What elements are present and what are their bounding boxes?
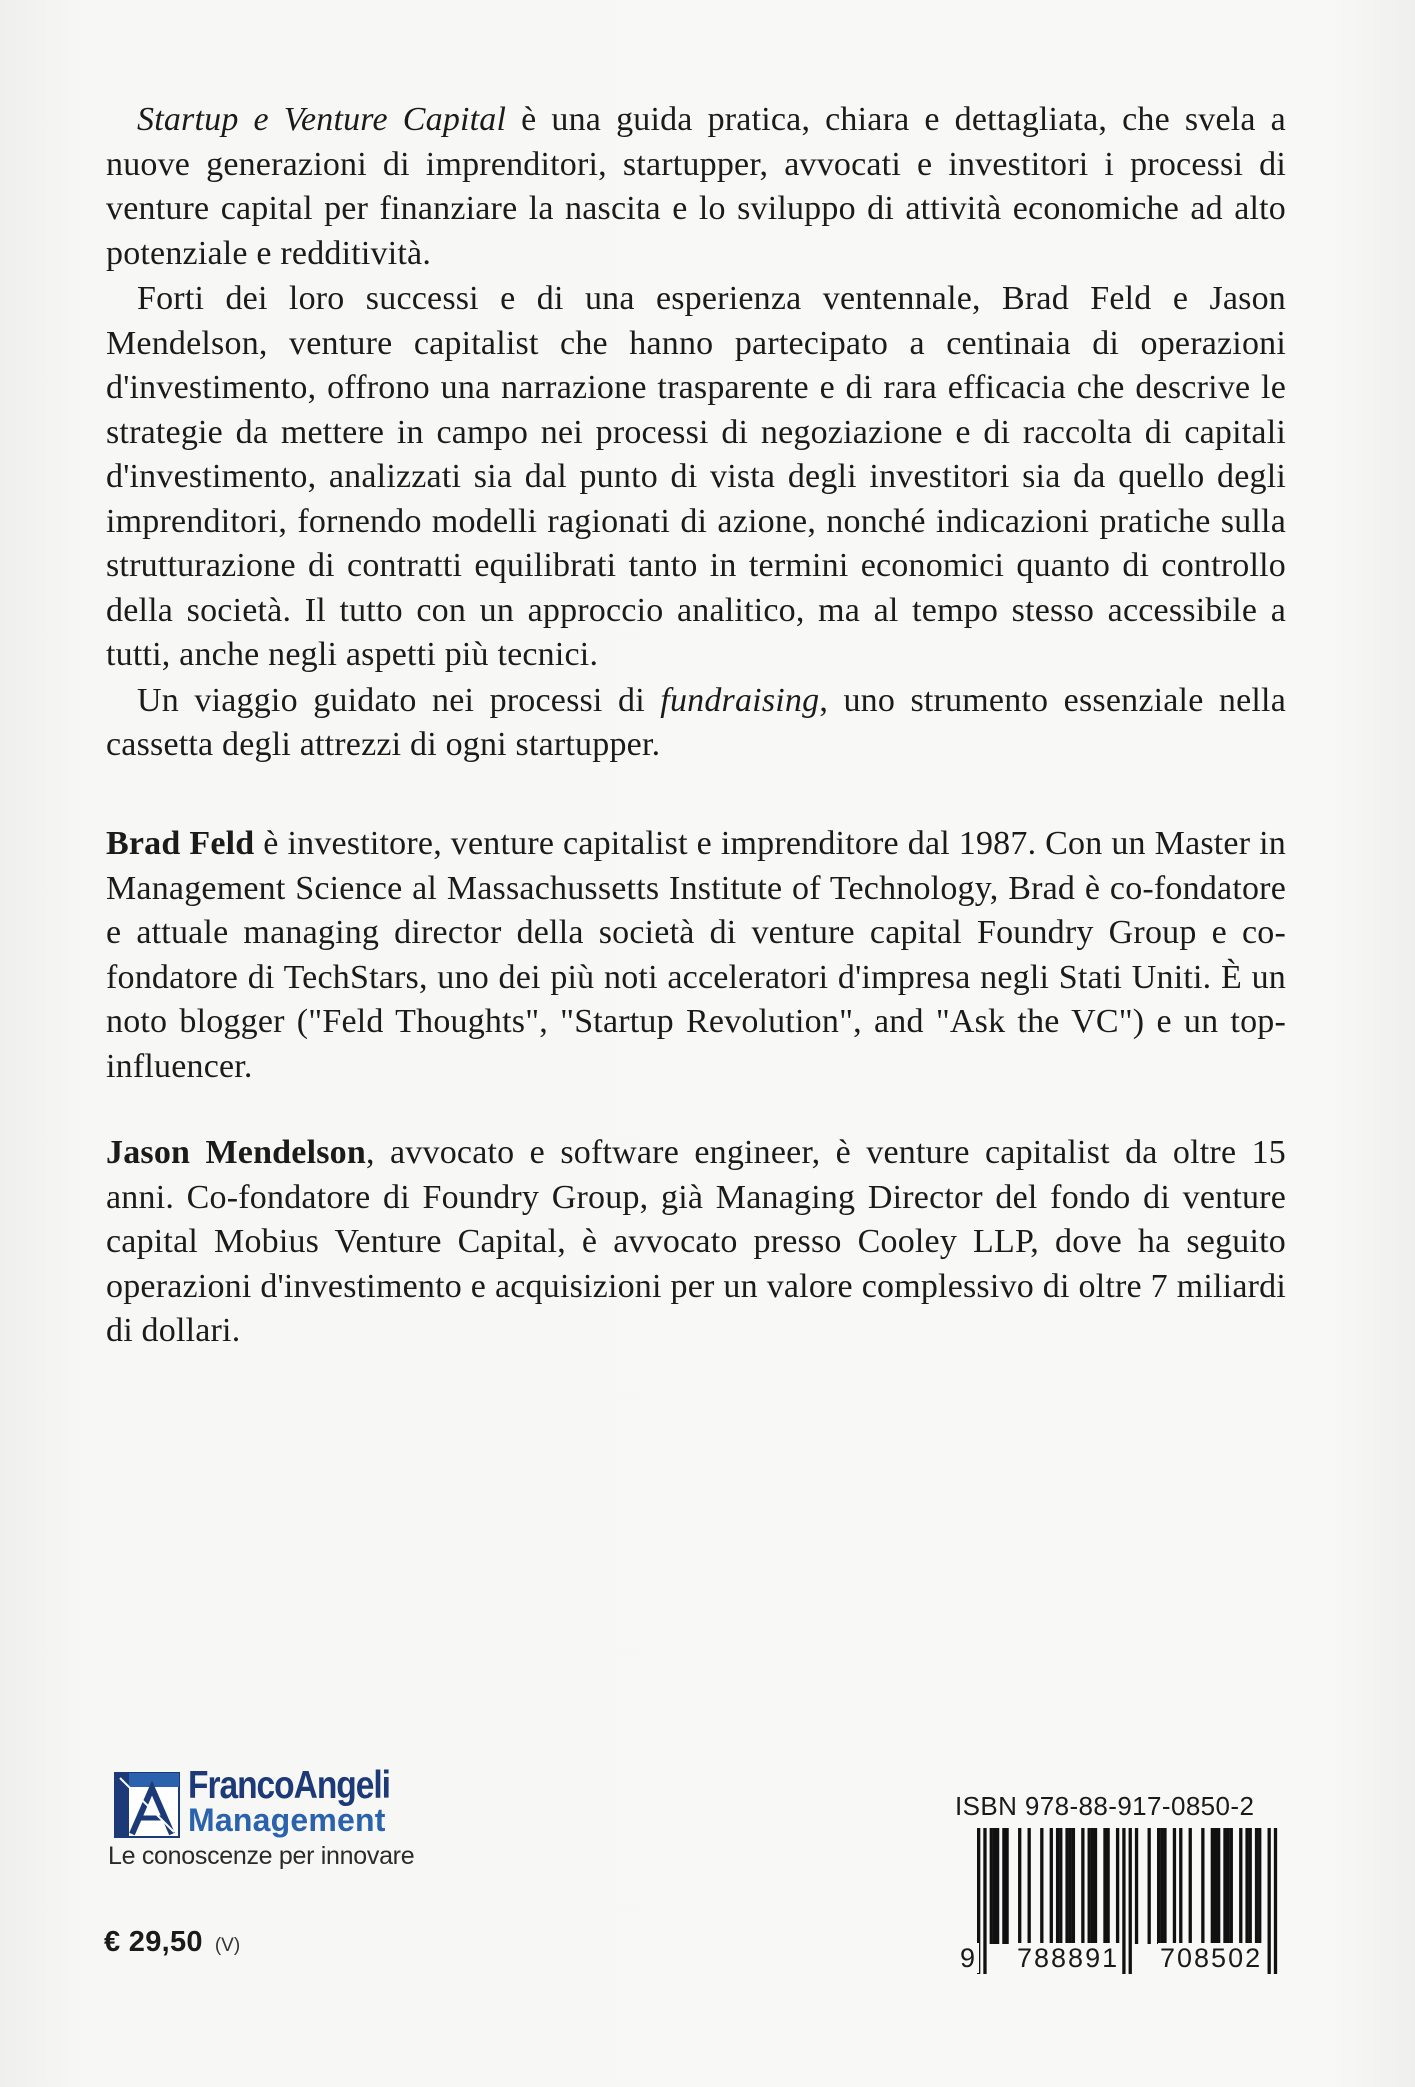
barcode-bar: [1148, 1828, 1151, 1944]
price-vat-note: (V): [214, 1935, 241, 1956]
barcode-bar: [1135, 1828, 1138, 1944]
author-name-feld: Brad Feld: [106, 825, 255, 862]
isbn-label: ISBN 978-88-917-0850-2: [955, 1791, 1255, 1821]
publisher-logo: [106, 1764, 466, 1870]
author-name-mendelson: Jason Mendelson: [106, 1134, 366, 1171]
author-bio-feld-text: è investitore, venture capitalist e imprenditore dal 1987. Con un Master in Management Science al Massachussetts Institute of Technology, Brad è co-fondatore e attuale managing director della società di venture capital Foundry Group e co-fondatore di TechStars, uno dei più noti acceleratori d'impresa negli Stati Uniti. È un noto blogger ("Feld Thoughts", "Startup Revolution", and "Ask the VC") e un top-influencer.: [106, 825, 1286, 1085]
synopsis-paragraph-2: Forti dei loro successi e di una esperienza ventennale, Brad Feld e Jason Mendelson, venture capitalist che hanno partecipato a centinaia di operazioni d'investimento, offrono una narrazione trasparente e di rara efficacia che descrive le strategie da mettere in campo nei processi di negoziazione e di raccolta di capitali d'investimento, analizzati sia dal punto di vista degli investitori sia da quello degli imprenditori, fornendo modelli ragionati di azione, nonché indicazioni pratiche sulla strutturazione di contratti equilibrati tanto in termini economici quanto di controllo della società. Il tutto con un approccio analitico, ma al tempo stesso accessibile a tutti, anche negli aspetti più tecnici.: [106, 280, 1286, 673]
barcode-digits-left: 788891: [1017, 1943, 1120, 1973]
barcode-guard-bar: [1122, 1828, 1125, 1974]
barcode-bar: [990, 1828, 993, 1944]
publisher-name: FrancoAngeli: [188, 1764, 390, 1807]
author-bio-mendelson-text: , avvocato e software engineer, è venture capitalist da oltre 15 anni. Co-fondatore di Foundry Group, già Managing Director del fondo di venture capital Mobius Venture Capital, è avvocato presso Cooley LLP, dove ha seguito operazioni d'investimento e acquisizioni per un valore complessivo di oltre 7 miliardi di dollari.: [106, 1134, 1286, 1349]
barcode-bar: [1081, 1828, 1084, 1944]
barcode-bar: [1116, 1828, 1119, 1944]
book-title: Startup e Venture Capital: [137, 101, 507, 138]
barcode-bar: [1249, 1828, 1252, 1944]
barcode-bar: [1050, 1828, 1053, 1944]
barcode-bar: [1226, 1828, 1229, 1944]
synopsis-paragraph-1-text: è una guida pratica, chiara e dettagliata, che svela a nuove generazioni di imprenditori, startupper, avvocati e investitori i processi di venture capital per finanziare la nascita e lo sviluppo di attività economiche ad alto potenziale e redditività.: [106, 101, 1286, 272]
barcode-guard-bar: [983, 1828, 986, 1974]
barcode-bar: [1255, 1828, 1258, 1944]
barcode-guard-bar: [1268, 1828, 1271, 1974]
barcode-bar: [1065, 1828, 1068, 1944]
price-amount: € 29,50: [104, 1926, 203, 1958]
synopsis-paragraph-3: [106, 679, 1286, 768]
barcode-bar: [1094, 1828, 1097, 1944]
barcode-bar: [1245, 1828, 1248, 1944]
barcode-bar: [1002, 1828, 1005, 1944]
barcode-bar: [1230, 1828, 1233, 1944]
barcode-bar: [1069, 1828, 1072, 1944]
barcode-bar: [1160, 1828, 1163, 1944]
barcode-bar: [1179, 1828, 1182, 1944]
barcode-bar: [1028, 1828, 1031, 1944]
barcode-bar: [1005, 1828, 1008, 1944]
barcode-guard-bar: [1129, 1828, 1132, 1974]
barcode-bar: [1189, 1828, 1192, 1944]
synopsis-paragraph-3-end: , uno strumento essenziale nella cassetta degli attrezzi di ogni startupper.: [106, 681, 1286, 763]
barcode-bar: [996, 1828, 999, 1944]
barcode-bar: [1157, 1828, 1160, 1944]
author-bio-mendelson: [106, 1131, 1286, 1354]
barcode-bar: [1201, 1828, 1204, 1944]
barcode-bar: [1059, 1828, 1062, 1944]
synopsis-paragraph-3-start: Un viaggio guidato nei processi di: [137, 681, 661, 719]
publisher-tagline: Le conoscenze per innovare: [108, 1842, 415, 1870]
barcode-bar: [1106, 1828, 1109, 1944]
barcode-bar: [1163, 1828, 1166, 1944]
publisher-series: Management: [188, 1802, 386, 1838]
barcode-bar: [1088, 1828, 1091, 1944]
publisher-logo-mark-icon: [114, 1772, 180, 1838]
barcode-bar: [1217, 1828, 1220, 1944]
barcode-digits-right: 708502: [1160, 1943, 1263, 1973]
barcode-bar: [1239, 1828, 1242, 1944]
synopsis: [106, 98, 1286, 768]
barcode-guard-bar: [1274, 1828, 1277, 1974]
barcode-digit-first: 9: [960, 1943, 978, 1973]
barcode-bar: [1040, 1828, 1043, 1944]
fundraising-term: fundraising: [660, 681, 820, 719]
author-bio-feld-paragraph: [106, 822, 1286, 1089]
barcode-bar: [1223, 1828, 1226, 1944]
barcode-bar: [1103, 1828, 1106, 1944]
author-bio-mendelson-paragraph: [106, 1131, 1286, 1354]
barcode-bar: [1211, 1828, 1214, 1944]
barcode-bar: [1173, 1828, 1176, 1944]
barcode-bar: [1214, 1828, 1217, 1944]
synopsis-paragraph-1: [106, 98, 1286, 276]
barcode-bar: [1018, 1828, 1021, 1944]
barcode-bar: [1056, 1828, 1059, 1944]
barcode-bar: [1072, 1828, 1075, 1944]
barcode-bar: [1091, 1828, 1094, 1944]
barcode-bar: [1258, 1828, 1261, 1944]
barcode-bar: [993, 1828, 996, 1944]
price: [104, 1926, 240, 1959]
author-bio-feld: [106, 822, 1286, 1089]
